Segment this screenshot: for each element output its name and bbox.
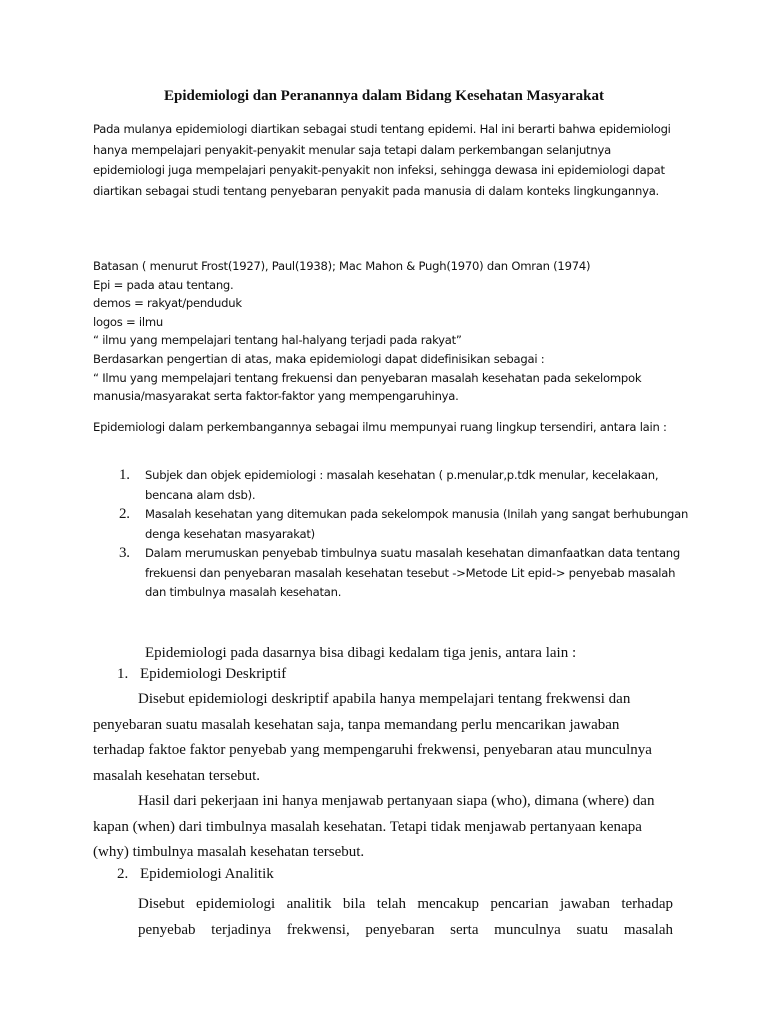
analitik-paragraph-line-1: Disebut epidemiologi analitik bila telah mencakup pencarian jawaban terhadap <box>138 896 673 912</box>
batasan-line: logos = ilmu <box>93 314 163 329</box>
jenis-lead: Epidemiologi pada dasarnya bisa dibagi kedalam tiga jenis, antara lain : <box>145 645 577 661</box>
list-item-number: 1. <box>119 467 130 483</box>
document-title: Epidemiologi dan Peranannya dalam Bidang Kesehatan Masyarakat <box>163 88 605 104</box>
section-number: 2. <box>117 866 129 882</box>
section-title: Epidemiologi Analitik <box>140 866 274 882</box>
list-item <box>93 505 693 544</box>
list-item <box>93 466 693 505</box>
list-item-text: Masalah kesehatan yang ditemukan pada sekelompok manusia (Inilah yang sangat berhubungan denga kesehatan masyarakat) <box>145 507 689 541</box>
list-item-text: Subjek dan objek epidemiologi : masalah kesehatan ( p.menular,p.tdk menular, kecelakaan, bencana alam dsb). <box>145 468 659 502</box>
intro-paragraph: Pada mulanya epidemiologi diartikan sebagai studi tentang epidemi. Hal ini berarti bahwa epidemiologi hanya mempelajari penyakit-penyakit menular saja tetapi dalam perkembangan selanjutnya epidemiologi juga mempelajari penyakit-penyakit non infeksi, sehingga dewasa ini epidemiologi dapat diartikan sebagai studi tentang penyebaran penyakit pada manusia di dalam konteks lingkungannya. <box>93 122 671 198</box>
deskriptif-paragraph-2: Hasil dari pekerjaan ini hanya menjawab pertanyaan siapa (who), dimana (where) dan kapan (when) dari timbulnya masalah kesehatan. Tetapi tidak menjawab pertanyaan kenapa (why) timbulnya masalah kesehatan tersebut. <box>93 793 655 860</box>
list-item-text: Dalam merumuskan penyebab timbulnya suatu masalah kesehatan dimanfaatkan data tentang frekuensi dan penyebaran masalah kesehatan tesebut ->Metode Lit epid-> penyebab masalah dan timbulnya masalah kesehatan. <box>145 546 681 599</box>
section-heading-deskriptif <box>117 666 286 683</box>
deskriptif-paragraph-1: Disebut epidemiologi deskriptif apabila hanya mempelajari tentang frekwensi dan penyebaran suatu masalah kesehatan saja, tanpa memandang perlu mencarikan jawaban terhadap faktoe faktor penyebab yang mempengaruhi frekwensi, penyebaran atau munculnya masalah kesehatan tersebut. <box>93 691 652 784</box>
lingkup-paragraph: Epidemiologi dalam perkembangannya sebagai ilmu mempunyai ruang lingkup tersendiri, antara lain : <box>93 420 667 434</box>
analitik-paragraph-line-2: penyebab terjadinya frekwensi, penyebaran serta munculnya suatu masalah <box>138 922 673 938</box>
lingkup-list <box>93 466 693 603</box>
list-item-number: 3. <box>119 545 130 561</box>
batasan-line: demos = rakyat/penduduk <box>93 296 242 311</box>
batasan-line: Batasan ( menurut Frost(1927), Paul(1938); Mac Mahon & Pugh(1970) dan Omran (1974) <box>93 259 591 273</box>
section-number: 1. <box>117 666 129 682</box>
batasan-block <box>93 257 693 406</box>
batasan-line: Berdasarkan pengertian di atas, maka epidemiologi dapat didefinisikan sebagai : <box>93 351 545 366</box>
list-item-number: 2. <box>119 506 130 522</box>
section-heading-analitik <box>117 866 274 883</box>
list-item <box>93 544 693 603</box>
section-title: Epidemiologi Deskriptif <box>140 666 287 682</box>
batasan-line: Epi = pada atau tentang. <box>93 277 234 292</box>
batasan-line: “ ilmu yang mempelajari tentang hal-halyang terjadi pada rakyat” <box>93 333 462 348</box>
batasan-line: “ Ilmu yang mempelajari tentang frekuensi dan penyebaran masalah kesehatan pada sekelompok <box>93 370 642 385</box>
batasan-line: manusia/masyarakat serta faktor-faktor yang mempengaruhinya. <box>93 389 459 404</box>
